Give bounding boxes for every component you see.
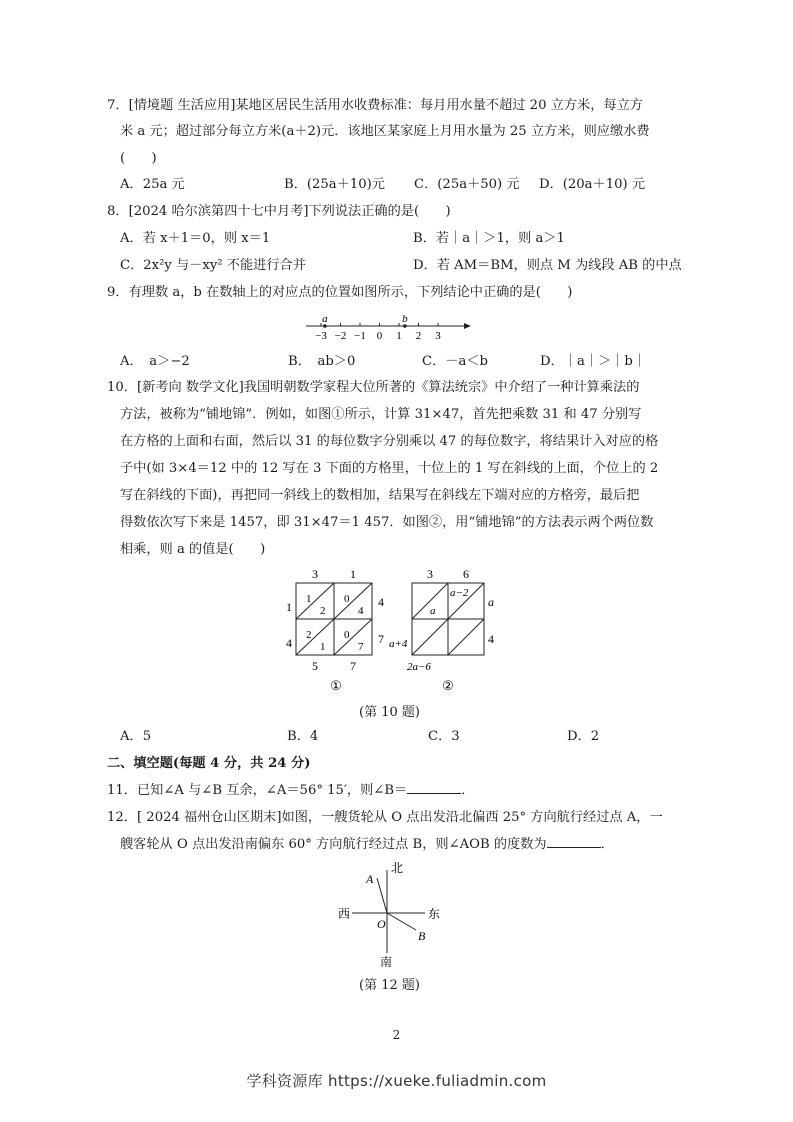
fig1-bottom-5: 5 (312, 659, 318, 673)
q10-option-b: B．4 (287, 729, 319, 744)
q11-end: ． (461, 783, 475, 798)
fig2-bottom-expr: 2a−6 (407, 661, 431, 673)
point-b-label: B (418, 929, 426, 943)
fig2-left-sum: a+4 (389, 638, 408, 650)
q10-line-1: 10．[新考向 数学文化]我国明朝数学家程大位所著的《算法统宗》中介绍了一种计算乘法的 (107, 380, 640, 395)
fig2-top-3: 3 (427, 567, 433, 581)
q7-option-b: B．(25a＋10)元 (284, 177, 385, 192)
fig1-right-7: 7 (378, 632, 384, 646)
fig1-cell-digit: 0 (344, 593, 350, 605)
q7-option-a: A．25a 元 (120, 177, 185, 192)
number-line-tick-label: 2 (415, 330, 422, 342)
q8-option-b: B．若｜a｜＞1，则 a＞1 (413, 231, 565, 246)
number-line-tick-label: −2 (334, 330, 347, 342)
fig1-top-3: 3 (312, 567, 318, 581)
q12-line-1: 12．[ 2024 福州仓山区期末]如图，一艘货轮从 O 点出发沿北偏西 25° 方向航行经过点 A，一 (107, 810, 663, 825)
q8-stem: 8．[2024 哈尔滨第四十七中月考]下列说法正确的是( ) (107, 204, 451, 219)
q10-line-4: 子中(如 3×4＝12 中的 12 写在 3 下面的方格里，十位上的 1 写在斜线的上面，个位上的 2 (120, 461, 659, 476)
q10-line-6: 得数依次写下来是 1457，即 31×47＝1 457．如图②，用“铺地锦”的方法表示两个两位数 (120, 515, 654, 530)
page-number: 2 (392, 1028, 401, 1042)
q9-option-a: A． a＞−2 (120, 354, 190, 369)
q8-option-d: D．若 AM＝BM，则点 M 为线段 AB 的中点 (413, 258, 682, 273)
q12-caption: (第 12 题) (359, 978, 420, 993)
number-line-point-a-label: a (322, 313, 328, 325)
q10-option-a: A．5 (120, 729, 152, 744)
q12-text: 艘客轮从 O 点出发沿南偏东 60° 方向航行经过点 B，则∠AOB 的度数为 (120, 837, 547, 852)
q7-option-c: C．(25a＋50) 元 (414, 177, 520, 192)
q12-line-2 (120, 835, 614, 855)
fig2-cell-a-minus-2: a−2 (450, 587, 469, 599)
q11-text: 11．已知∠A 与∠B 互余，∠A＝56° 15′，则∠B＝ (107, 783, 408, 798)
compass-figure (330, 858, 450, 968)
q10-line-2: 方法，被称为“铺地锦”．例如，如图①所示，计算 31×47，首先把乘数 31 和 47 分别写 (120, 407, 642, 422)
q8-option-a: A．若 x＋1＝0，则 x＝1 (120, 231, 271, 246)
number-line-tick-label: 0 (376, 330, 383, 342)
q7-line-3: ( ) (120, 151, 157, 166)
q11-line (107, 781, 474, 801)
number-line-tick-label: −1 (354, 330, 366, 342)
fig2-label: ② (442, 678, 454, 693)
q7-line-1: 7．[情境题 生活应用]某地区居民生活用水收费标准：每月用水量不超过 20 立方米，每立方 (107, 98, 643, 113)
fig1-cell-digit: 4 (358, 605, 364, 617)
number-line-point-b-label: b (402, 313, 408, 325)
lattice-figure-1 (280, 566, 390, 696)
number-line-tick-label: −3 (315, 330, 327, 342)
fig2-right-4: 4 (488, 632, 494, 646)
fig1-label: ① (330, 678, 342, 693)
fig1-left-4: 4 (286, 636, 292, 650)
fig2-right-a: a (488, 595, 494, 609)
fig1-right-4: 4 (378, 595, 384, 609)
point-a-label: A (366, 872, 374, 886)
q10-line-3: 在方格的上面和右面，然后以 31 的每位数字分别乘以 47 的每位数字，将结果计入对应的格 (120, 434, 659, 449)
q10-line-7: 相乘，则 a 的值是( ) (120, 542, 266, 557)
fig1-cell-digit: 7 (358, 641, 364, 653)
footer-watermark: 学科资源库 https://xueke.fuliadmin.com (246, 1072, 547, 1090)
section-heading: 二、填空题(每题 4 分，共 24 分) (107, 756, 311, 771)
fig1-top-1: 1 (350, 567, 356, 581)
q9-option-d: D．｜a｜＞｜b｜ (540, 354, 647, 369)
number-line-tick-label: 1 (396, 330, 402, 342)
origin-label: O (377, 917, 386, 931)
lattice-figure-2 (385, 566, 510, 696)
fig1-cell-digit: 1 (320, 641, 326, 653)
number-line-figure (304, 306, 474, 346)
q12-end: ． (600, 837, 614, 852)
west-label: 西 (338, 907, 351, 921)
east-label: 东 (428, 907, 441, 921)
q7-line-2: 米 a 元；超过部分每立方米(a＋2)元．该地区某家庭上月用水量为 25 立方米，则应缴水费 (120, 124, 650, 139)
fig1-cell-digit: 2 (320, 605, 326, 617)
q10-option-c: C．3 (428, 729, 460, 744)
fig2-top-6: 6 (463, 567, 469, 581)
q9-option-b: B． ab＞0 (288, 354, 356, 369)
north-label: 北 (391, 861, 404, 875)
q10-caption: (第 10 题) (359, 705, 420, 720)
q9-option-c: C．－a＜b (422, 354, 488, 369)
q10-line-5: 写在斜线的下面)，再把同一斜线上的数相加，结果写在斜线左下端对应的方格旁，最后把 (120, 488, 640, 503)
fig1-cell-digit: 0 (344, 629, 350, 641)
q8-option-c: C．2x²y 与－xy² 不能进行合并 (120, 258, 306, 273)
number-line-tick-label: 3 (435, 330, 441, 342)
q9-stem: 9．有理数 a，b 在数轴上的对应点的位置如图所示，下列结论中正确的是( ) (107, 285, 573, 300)
q10-option-d: D．2 (567, 729, 600, 744)
fig2-cell-a: a (430, 605, 436, 617)
south-label: 南 (379, 955, 393, 968)
q12-answer-blank[interactable] (547, 835, 601, 848)
q11-answer-blank[interactable] (407, 781, 461, 794)
fig1-cell-digit: 1 (306, 593, 312, 605)
fig1-bottom-7: 7 (350, 659, 356, 673)
fig1-left-1: 1 (286, 600, 292, 614)
q7-option-d: D．(20a＋10) 元 (539, 177, 646, 192)
fig1-cell-digit: 2 (306, 629, 312, 641)
